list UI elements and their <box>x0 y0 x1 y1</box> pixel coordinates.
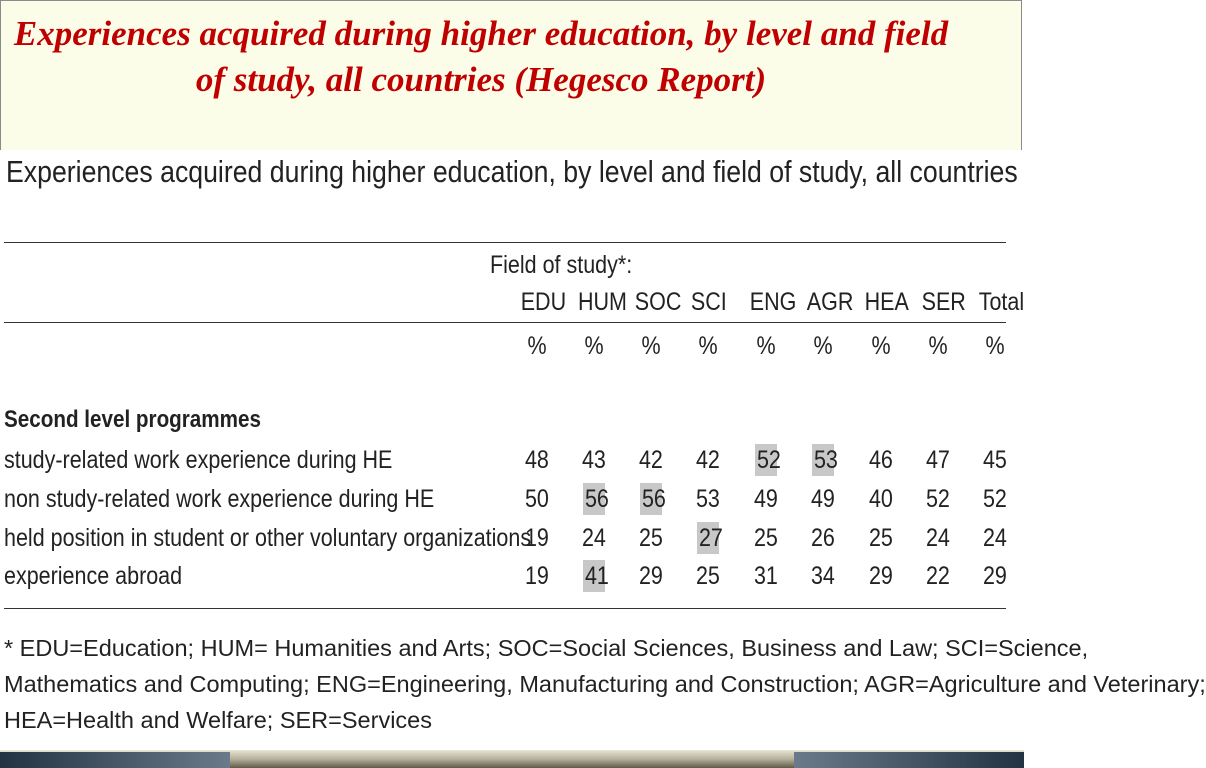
column-header-eng-text: ENG <box>749 288 797 316</box>
table-cell <box>574 522 614 554</box>
table-cell <box>746 560 786 592</box>
table-cell <box>975 522 1015 554</box>
table-cell-text: 22 <box>926 562 950 590</box>
table-bottom-rule <box>4 608 1006 609</box>
table-cell-text: 31 <box>754 562 778 590</box>
unit-label-text: % <box>527 332 547 360</box>
table-cell-text: 27 <box>698 524 723 552</box>
table-cell <box>631 560 671 592</box>
table-cell <box>631 444 671 476</box>
footnote-line-3: HEA=Health and Welfare; SER=Services <box>4 707 432 733</box>
table-cell-text: 26 <box>811 524 835 552</box>
table-cell-text: 24 <box>926 524 950 552</box>
column-header-edu <box>517 286 567 318</box>
unit-label-text: % <box>985 332 1005 360</box>
column-header-hum-text: HUM <box>577 288 627 316</box>
table-cell <box>918 444 958 476</box>
table-cell-text: 45 <box>983 446 1007 474</box>
table-cell <box>517 483 557 515</box>
table-cell-text: 34 <box>811 562 835 590</box>
table-cell-text: 29 <box>869 562 893 590</box>
column-header-hea <box>861 286 909 318</box>
table-cell-text: 56 <box>641 485 666 513</box>
footer-left-decoration <box>0 752 230 768</box>
row-label: experience abroad <box>4 562 183 590</box>
table-cell <box>861 522 901 554</box>
row-label: non study-related work experience during HE <box>4 485 435 513</box>
unit-label <box>574 330 614 362</box>
unit-label <box>861 330 901 362</box>
table-cell <box>640 483 666 515</box>
table-cell-text: 53 <box>696 485 720 513</box>
column-header-total-text: Total <box>978 288 1025 316</box>
table-cell-text: 25 <box>869 524 893 552</box>
table-cell-text: 52 <box>983 485 1007 513</box>
table-cell-text: 52 <box>756 446 781 474</box>
column-header-hum <box>574 286 627 318</box>
column-header-hea-text: HEA <box>864 288 909 316</box>
unit-label <box>631 330 671 362</box>
table-cell-text: 19 <box>525 562 549 590</box>
table-cell-text: 25 <box>696 562 720 590</box>
row-label: held position in student or other voluntary organizations <box>4 524 532 552</box>
table-cell <box>803 560 843 592</box>
unit-label <box>918 330 958 362</box>
column-header-sci-text: SCI <box>690 288 727 316</box>
unit-label <box>688 330 728 362</box>
table-cell <box>975 444 1015 476</box>
table-cell <box>517 444 557 476</box>
column-header-soc-text: SOC <box>634 288 682 316</box>
table-cell <box>975 560 1015 592</box>
row-label: study-related work experience during HE <box>4 446 393 474</box>
table-cell-text: 41 <box>584 562 609 590</box>
unit-label-text: % <box>756 332 776 360</box>
table-cell <box>803 522 843 554</box>
table-top-rule <box>4 242 1006 243</box>
header-rule <box>4 322 1006 323</box>
unit-label-text: % <box>928 332 948 360</box>
column-header-eng <box>746 286 797 318</box>
table-cell <box>861 483 901 515</box>
table-cell <box>812 444 838 476</box>
table-cell <box>631 522 671 554</box>
table-cell <box>688 560 728 592</box>
table-cell <box>746 522 786 554</box>
table-cell <box>517 560 557 592</box>
figure <box>0 150 1206 750</box>
table-cell <box>517 522 557 554</box>
unit-label-text: % <box>813 332 833 360</box>
table-cell-text: 19 <box>525 524 549 552</box>
column-header-soc <box>631 286 682 318</box>
footnote-line-2: Mathematics and Computing; ENG=Engineering, Manufacturing and Construction; AGR=Agriculture and Veterinary; <box>4 671 1206 697</box>
table-cell <box>583 483 609 515</box>
table-cell-text: 25 <box>639 524 663 552</box>
table-cell <box>861 560 901 592</box>
table-cell-text: 52 <box>926 485 950 513</box>
table-cell-text: 24 <box>582 524 606 552</box>
table-cell-text: 56 <box>584 485 609 513</box>
table-cell-text: 43 <box>582 446 606 474</box>
table-cell <box>803 483 843 515</box>
slide-title: Experiences acquired during higher education, by level and field of study, all countries (Hegesco Report) <box>13 14 949 99</box>
table-cell <box>975 483 1015 515</box>
table-cell-text: 49 <box>754 485 778 513</box>
table-cell-text: 42 <box>639 446 663 474</box>
table-cell <box>574 444 614 476</box>
unit-label <box>746 330 786 362</box>
table-cell <box>688 444 728 476</box>
unit-label-text: % <box>641 332 661 360</box>
table-cell <box>918 522 958 554</box>
table-cell-text: 50 <box>525 485 549 513</box>
unit-label <box>517 330 557 362</box>
column-header-edu-text: EDU <box>520 288 567 316</box>
unit-label-text: % <box>871 332 891 360</box>
slide-header <box>0 0 1022 150</box>
table-cell <box>918 560 958 592</box>
unit-label-text: % <box>584 332 604 360</box>
section-label: Second level programmes <box>4 406 261 433</box>
unit-label-text: % <box>698 332 718 360</box>
table-cell-text: 42 <box>696 446 720 474</box>
table-cell-text: 25 <box>754 524 778 552</box>
table-cell-text: 48 <box>525 446 549 474</box>
footnote-line-1: * EDU=Education; HUM= Humanities and Arts; SOC=Social Sciences, Business and Law; SCI=Science, <box>4 635 1089 661</box>
table-cell <box>583 560 609 592</box>
table-cell <box>861 444 901 476</box>
column-header-ser-text: SER <box>921 288 966 316</box>
table-cell-text: 46 <box>869 446 893 474</box>
unit-label <box>975 330 1015 362</box>
table-cell <box>918 483 958 515</box>
table-cell <box>688 483 728 515</box>
field-of-study-label: Field of study*: <box>490 251 633 279</box>
column-header-agr <box>803 286 854 318</box>
footnote <box>4 630 1206 738</box>
table-cell-text: 49 <box>811 485 835 513</box>
table-cell-text: 47 <box>926 446 950 474</box>
column-header-agr-text: AGR <box>806 288 854 316</box>
unit-label <box>803 330 843 362</box>
column-header-ser <box>918 286 966 318</box>
table-cell-text: 29 <box>639 562 663 590</box>
table-cell-text: 53 <box>813 446 838 474</box>
column-header-total <box>975 286 1025 318</box>
figure-title: Experiences acquired during higher education, by level and field of study, all countries <box>6 154 1018 189</box>
table-cell-text: 24 <box>983 524 1007 552</box>
column-header-sci <box>688 286 728 318</box>
footer-right-decoration <box>794 752 1024 768</box>
table-cell-text: 40 <box>869 485 893 513</box>
table-cell-text: 29 <box>983 562 1007 590</box>
table-cell <box>697 522 723 554</box>
table-cell <box>746 483 786 515</box>
table-cell <box>755 444 781 476</box>
